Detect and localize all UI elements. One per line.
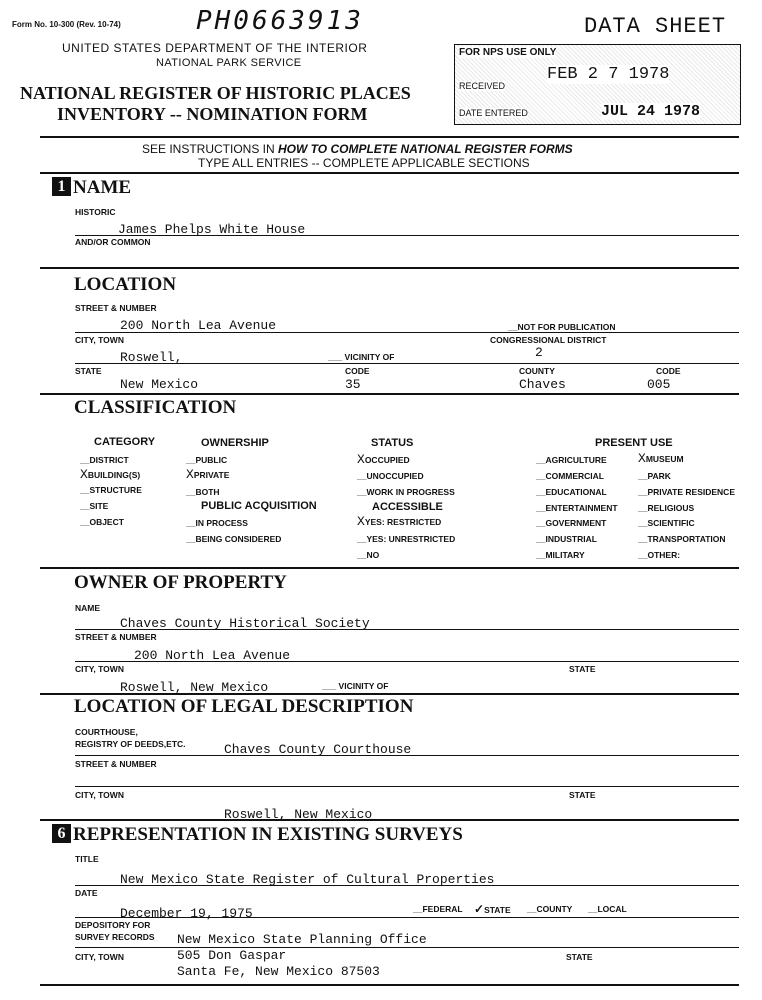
owner-state-label: STATE xyxy=(569,664,596,674)
owner-name-value: Chaves County Historical Society xyxy=(120,616,370,631)
use-industrial[interactable]: __INDUSTRIAL xyxy=(536,534,597,544)
state-value: New Mexico xyxy=(120,377,199,392)
entered-label: DATE ENTERED xyxy=(459,108,528,118)
status-occupied[interactable]: XOCCUPIED xyxy=(357,452,410,467)
cat-district[interactable]: __DISTRICT xyxy=(80,455,129,465)
use-military[interactable]: __MILITARY xyxy=(536,550,585,560)
section-surveys-title: 6 REPRESENTATION IN EXISTING SURVEYS xyxy=(52,824,463,846)
section-name-title: 1 NAME xyxy=(52,177,131,199)
use-private-residence[interactable]: __PRIVATE RESIDENCE xyxy=(638,487,735,497)
use-agriculture[interactable]: __AGRICULTURE xyxy=(536,455,607,465)
common-label: AND/OR COMMON xyxy=(75,237,151,247)
section-owner-title: OWNER OF PROPERTY xyxy=(74,572,287,593)
use-government[interactable]: __GOVERNMENT xyxy=(536,518,607,528)
use-scientific[interactable]: __SCIENTIFIC xyxy=(638,518,695,528)
own-both[interactable]: __BOTH xyxy=(186,487,220,497)
street-value: 200 North Lea Avenue xyxy=(120,318,277,333)
ownership-heading: OWNERSHIP xyxy=(201,437,269,449)
depository-label: DEPOSITORY FOR xyxy=(75,920,151,930)
survey-date-label: DATE xyxy=(75,888,98,898)
cat-buildings[interactable]: XBUILDING(S) xyxy=(80,467,141,482)
acq-in-process[interactable]: __IN PROCESS xyxy=(186,518,248,528)
survey-title-label: TITLE xyxy=(75,854,99,864)
access-no[interactable]: __NO xyxy=(357,550,380,560)
code-value: 35 xyxy=(345,377,361,392)
accessible-heading: ACCESSIBLE xyxy=(372,501,443,513)
code2-label: CODE xyxy=(656,366,681,376)
street-label: STREET & NUMBER xyxy=(75,303,157,313)
use-religious[interactable]: __RELIGIOUS xyxy=(638,503,695,513)
form-title-1: NATIONAL REGISTER OF HISTORIC PLACES xyxy=(20,83,411,103)
section-classification-title: CLASSIFICATION xyxy=(74,397,237,418)
courthouse-value: Chaves County Courthouse xyxy=(224,742,412,757)
survey-state[interactable]: ✓STATE xyxy=(474,902,511,916)
code2-value: 005 xyxy=(647,377,671,392)
congressional-label: CONGRESSIONAL DISTRICT xyxy=(490,335,607,345)
acquisition-heading: PUBLIC ACQUISITION xyxy=(201,500,317,512)
county-label: COUNTY xyxy=(519,366,555,376)
survey-state-label: STATE xyxy=(566,952,593,962)
survey-federal[interactable]: __FEDERAL xyxy=(413,904,463,914)
owner-street-label: STREET & NUMBER xyxy=(75,632,157,642)
use-commercial[interactable]: __COMMERCIAL xyxy=(536,471,605,481)
instructions-1: SEE INSTRUCTIONS IN HOW TO COMPLETE NATIONAL REGISTER FORMS xyxy=(142,142,573,156)
entered-stamp: JUL 24 1978 xyxy=(601,103,701,120)
department: UNITED STATES DEPARTMENT OF THE INTERIOR xyxy=(62,41,368,55)
survey-city-value-1: 505 Don Gaspar xyxy=(177,948,287,963)
use-park[interactable]: __PARK xyxy=(638,471,671,481)
use-transportation[interactable]: __TRANSPORTATION xyxy=(638,534,726,544)
use-other[interactable]: __OTHER: xyxy=(638,550,681,560)
status-work-in-progress[interactable]: __WORK IN PROGRESS xyxy=(357,487,455,497)
own-public[interactable]: __PUBLIC xyxy=(186,455,228,465)
acq-considered[interactable]: __BEING CONSIDERED xyxy=(186,534,282,544)
city-value: Roswell, xyxy=(120,350,183,365)
survey-date-value: December 19, 1975 xyxy=(120,906,253,921)
not-for-publication: __NOT FOR PUBLICATION xyxy=(508,322,616,332)
access-unrestricted[interactable]: __YES: UNRESTRICTED xyxy=(357,534,456,544)
service: NATIONAL PARK SERVICE xyxy=(156,57,302,69)
survey-county[interactable]: __COUNTY xyxy=(527,904,573,914)
present-use-heading: PRESENT USE xyxy=(595,437,673,449)
owner-name-label: NAME xyxy=(75,603,101,613)
legal-city-value: Roswell, New Mexico xyxy=(224,807,373,822)
received-label: RECEIVED xyxy=(459,81,506,91)
received-stamp: FEB 2 7 1978 xyxy=(547,65,670,84)
use-museum[interactable]: XMUSEUM xyxy=(638,451,684,466)
nps-only-label: FOR NPS USE ONLY xyxy=(459,47,557,58)
instructions-2: TYPE ALL ENTRIES -- COMPLETE APPLICABLE SECTIONS xyxy=(198,156,530,170)
courthouse-label: COURTHOUSE, xyxy=(75,727,138,737)
own-private[interactable]: XPRIVATE xyxy=(186,467,230,482)
status-unoccupied[interactable]: __UNOCCUPIED xyxy=(357,471,424,481)
survey-city-label: CITY, TOWN xyxy=(75,952,124,962)
owner-city-value: Roswell, New Mexico xyxy=(120,680,269,695)
data-sheet-stamp: DATA SHEET xyxy=(584,14,727,39)
owner-vicinity: ___ VICINITY OF xyxy=(322,681,389,691)
survey-local[interactable]: __LOCAL xyxy=(588,904,627,914)
historic-label: HISTORIC xyxy=(75,207,116,217)
handwritten-id: PH0663913 xyxy=(196,6,364,36)
legal-city-label: CITY, TOWN xyxy=(75,790,124,800)
category-heading: CATEGORY xyxy=(94,436,156,448)
legal-state-label: STATE xyxy=(569,790,596,800)
congressional-value: 2 xyxy=(535,345,543,360)
nps-use-box xyxy=(454,44,741,125)
form-title-2: INVENTORY -- NOMINATION FORM xyxy=(57,104,368,124)
city-label: CITY, TOWN xyxy=(75,335,124,345)
vicinity-label: ___ VICINITY OF xyxy=(328,352,395,362)
code-label: CODE xyxy=(345,366,370,376)
cat-object[interactable]: __OBJECT xyxy=(80,517,124,527)
county-value: Chaves xyxy=(519,377,566,392)
status-heading: STATUS xyxy=(371,437,414,449)
registry-label: REGISTRY OF DEEDS,ETC. xyxy=(75,739,186,749)
records-label: SURVEY RECORDS xyxy=(75,932,155,942)
legal-street-label: STREET & NUMBER xyxy=(75,759,157,769)
use-educational[interactable]: __EDUCATIONAL xyxy=(536,487,607,497)
section-legal-title: LOCATION OF LEGAL DESCRIPTION xyxy=(74,696,414,717)
state-label: STATE xyxy=(75,366,102,376)
survey-title-value: New Mexico State Register of Cultural Properties xyxy=(120,872,495,887)
form-number: Form No. 10-300 (Rev. 10-74) xyxy=(12,20,121,29)
depository-value: New Mexico State Planning Office xyxy=(177,932,427,947)
historic-value: James Phelps White House xyxy=(118,222,306,237)
owner-street-value: 200 North Lea Avenue xyxy=(134,648,291,663)
section-location-title: LOCATION xyxy=(74,274,177,295)
access-restricted[interactable]: XYES: RESTRICTED xyxy=(357,514,442,529)
survey-city-value-2: Santa Fe, New Mexico 87503 xyxy=(177,964,380,979)
owner-city-label: CITY, TOWN xyxy=(75,664,124,674)
cat-structure[interactable]: __STRUCTURE xyxy=(80,485,142,495)
cat-site[interactable]: __SITE xyxy=(80,501,109,511)
use-entertainment[interactable]: __ENTERTAINMENT xyxy=(536,503,618,513)
